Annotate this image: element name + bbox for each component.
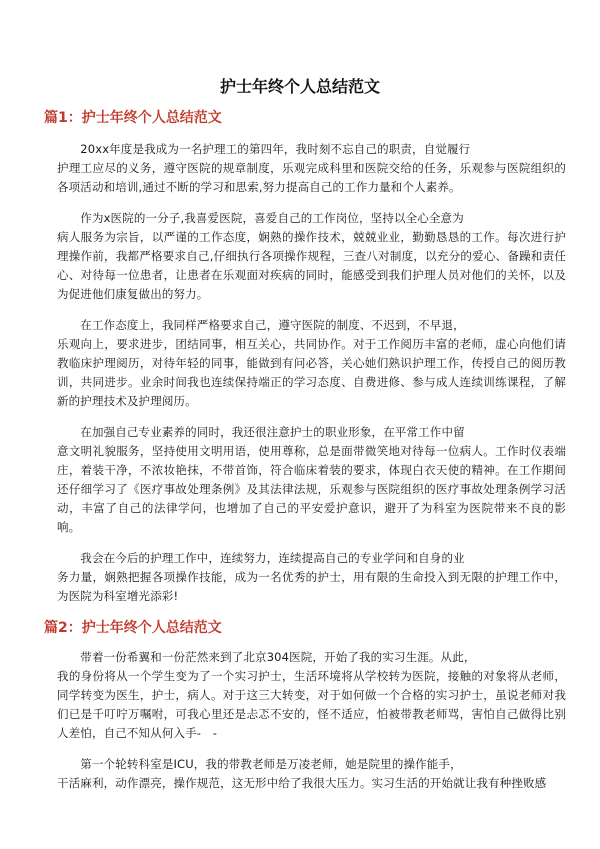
paragraph: 我会在今后的护理工作中，连续努力，连续提高自己的专业学问和自身的业 务力量，娴熟把握各项操作技能，成为一名优秀的护士，用有限的生命投入到无限的护理工作中，为医院为科室增光添彩!	[57, 551, 566, 603]
paragraph: 在工作态度上，我同样严格要求自己，遵守医院的制度、不迟到，不早退， 乐观向上，要求进步，团结同事，相互关心，共同协作。对于工作阅历丰富的老师，虚心向他们请教临床护理阅历，对待年轻的同事，能做到有问必答，关心她们熟识护理工作，传授自己的阅历教训，共同进步。业余时间我也连续保持端正的学习态度、自费进修、参与成人连续训练课程，了解新的护理技术及护理阅历。	[57, 318, 566, 408]
section-1	[44, 108, 566, 606]
paragraph: 20xx年度是我成为一名护理工的第四年，我时刻不忘自己的职责，自觉履行 护理工应尽的义务，遵守医院的规章制度，乐观完成科里和医院交给的任务，乐观参与医院组织的各项活动和培训,通过不断的学习和思索,努力提高自己的工作力量和个人素养。	[57, 142, 566, 194]
paragraph: 作为x医院的一分子,我喜爱医院，喜爱自己的工作岗位，坚持以全心全意为 病人服务为宗旨，以严谨的工作态度，娴熟的操作技术，兢兢业业，勤勤恳恳的工作。每次进行护理操作前，我都严格要求自己,仔细执行各项操作规程，三查八对制度，以充分的爱心、备躁和责任心、对待每一位患者，让患者在乐观面对疾病的同时，能感受到我们护理人员对他们的关怀，以及为促进他们康复做出的努力。	[57, 211, 566, 301]
paragraph: 在加强自己专业素养的同时，我还很注意护士的职业形象，在平常工作中留 意文明礼貌服务，坚持使用文明用语，使用尊称，总是面带微笑地对待每一位病人。工作时仪表端庄，着装干净，不浓妆艳抹，不带首饰，符合临床着装的要求，体现白衣天使的精神。在工作期间还仔细学习了《医疗事故处理条例》及其法律法规，乐观参与医院组织的医疗事故处理条例学习活动，丰富了自己的法律学问，也增加了自己的平安爱护意识，避开了为科室为医院带来不良的影响。	[57, 425, 566, 534]
section-heading: 篇2：护士年终个人总结范文	[44, 620, 222, 636]
paragraph: 带着一份希翼和一份茫然来到了北京304医院，开始了我的实习生涯。从此， 我的身份将从一个学生变为了一个实习护士，生活环境将从学校转为医院，接触的对象将从老师，同学转变为医生，护士，病人。对于这三大转变，对于如何做一个合格的实习护士，虽说老师对我们已是千叮咛万嘱咐，可我心里还是忐忑不安的，怪不适应，怕被带教老师骂，害怕自己做得比别人差怕，自己不知从何入手- -	[57, 650, 566, 740]
section-2	[44, 618, 566, 793]
paragraph: 第一个轮转科室是ICU，我的带教老师是万凌老师，她是院里的操作能手， 干活麻利，动作漂亮，操作规范，这无形中给了我很大压力。实习生活的开始就让我有种挫败感	[57, 757, 547, 790]
section-heading: 篇1：护士年终个人总结范文	[44, 110, 222, 126]
document-title: 护士年终个人总结范文	[219, 77, 380, 96]
